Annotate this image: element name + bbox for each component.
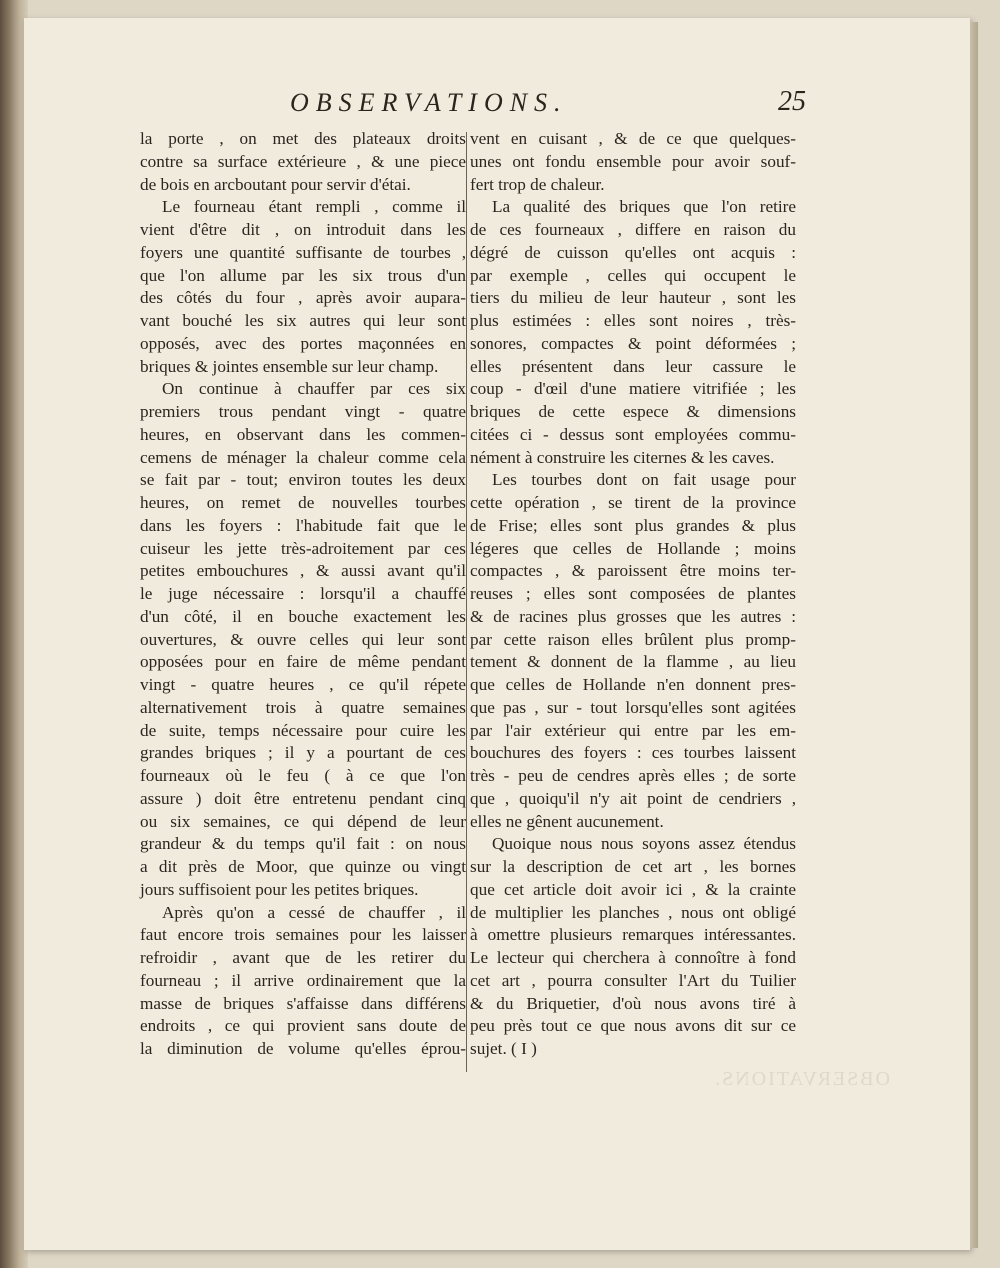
text-line: masse de briques s'affaisse dans différens: [140, 993, 466, 1013]
text-line: le juge nécessaire : lorsqu'il a chauffé: [140, 584, 466, 603]
text-line: a dit près de Moor, que quinze ou vingt: [140, 857, 466, 876]
text-line: cet art , pourra consulter l'Art du Tuilier: [470, 970, 796, 990]
text-line: sur la description de cet art , les bornes: [470, 857, 796, 876]
text-line: bouchures des foyers : ces tourbes laissent: [470, 743, 796, 763]
text-line: briques de cette espece & dimensions: [470, 402, 796, 421]
text-line: vant bouché les six autres qui leur sont: [140, 311, 466, 330]
text-line: des côtés du four , après avoir aupara-: [140, 288, 466, 308]
text-line: foyers une quantité suffisante de tourbes ,: [140, 242, 466, 262]
text-line: cemens de ménager la chaleur comme cela: [140, 447, 466, 467]
text-line: légeres que celles de Hollande ; moins: [470, 538, 796, 558]
text-line: heures, en observant dans les commen-: [140, 424, 466, 444]
text-line: dans les foyers : l'habitude fait que le: [140, 515, 466, 535]
text-line: vingt - quatre heures , ce qu'il répete: [140, 675, 466, 694]
text-line: par l'air extérieur qui entre par les em-: [470, 720, 796, 740]
text-line: que l'on allume par les six trous d'un: [140, 265, 466, 285]
text-line: reuses ; elles sont composées de plantes: [470, 584, 796, 603]
text-line: coup - d'œil d'une matiere vitrifiée ; les: [470, 379, 796, 399]
text-line: de ces fourneaux , differe en raison du: [470, 220, 796, 239]
text-line: Le lecteur qui cherchera à connoître à fond: [470, 948, 796, 967]
text-line: de Frise; elles sont plus grandes & plus: [470, 515, 796, 535]
text-line: de multiplier les planches , nous ont obligé: [470, 902, 796, 922]
text-line: que cet article doit avoir ici , & la crainte: [470, 879, 796, 899]
text-line: faut encore trois semaines pour les laisser: [140, 925, 466, 945]
running-title: OBSERVATIONS.: [290, 88, 568, 117]
text-line: de suite, temps nécessaire pour cuire les: [140, 720, 466, 740]
text-line: par cette raison elles brûlent plus promp-: [470, 629, 796, 649]
text-line: vient d'être dit , on introduit dans les: [140, 220, 466, 239]
text-line: tement & donnent de la flamme , au lieu: [470, 652, 796, 672]
text-line: par exemple , celles qui occupent le: [470, 265, 796, 285]
text-line: & du Briquetier, d'où nous avons tiré à: [470, 993, 796, 1013]
text-line: endroits , ce qui provient sans doute de: [140, 1016, 466, 1036]
text-line: très - peu de cendres après elles ; de sorte: [470, 766, 796, 785]
text-line: petites embouchures , & aussi avant qu'il: [140, 561, 466, 581]
text-line: elles présentent dans leur cassure le: [470, 356, 796, 376]
text-line: refroidir , avant que de les retirer du: [140, 948, 466, 967]
text-line: On continue à chauffer par ces six: [162, 379, 466, 399]
text-line: contre sa surface extérieure , & une piece: [140, 151, 466, 171]
page-number: 25: [778, 86, 806, 117]
text-line: elles ne gênent aucunement.: [470, 811, 664, 831]
text-line: alternativement trois à quatre semaines: [140, 697, 466, 717]
text-line: nément à construire les citernes & les caves.: [470, 447, 775, 467]
text-line: plus estimées : elles sont noires , très-: [470, 311, 796, 330]
text-line: briques & jointes ensemble sur leur champ.: [140, 356, 439, 376]
bleed-through-text: OBSERVATIONS.: [713, 1068, 890, 1090]
text-line: sonores, compactes & point déformées ;: [470, 333, 796, 353]
text-line: heures, on remet de nouvelles tourbes: [140, 493, 466, 512]
text-line: fourneaux où le feu ( à ce que l'on: [140, 766, 466, 785]
text-line: de bois en arcboutant pour servir d'étai.: [140, 174, 411, 194]
page-edge: [970, 22, 978, 1248]
text-line: assure ) doit être entretenu pendant cinq: [140, 788, 466, 808]
text-line: grandes briques ; il y a pourtant de ces: [140, 743, 466, 763]
text-line: Le fourneau étant rempli , comme il: [162, 197, 466, 217]
text-line: que celles de Hollande n'en donnent pres-: [470, 675, 796, 694]
text-line: fert trop de chaleur.: [470, 174, 605, 194]
text-line: ouvertures, & ouvre celles qui leur sont: [140, 629, 466, 649]
text-line: cuiseur les jette très-adroitement par ces: [140, 538, 466, 558]
text-line: la porte , on met des plateaux droits: [140, 129, 466, 148]
right-text-column: [470, 128, 796, 1061]
text-line: La qualité des briques que l'on retire: [492, 197, 796, 217]
text-line: dégré de cuisson qu'elles ont acquis :: [470, 242, 796, 262]
text-line: se fait par - tout; environ toutes les deux: [140, 470, 466, 490]
text-line: que pas , sur - tout lorsqu'elles sont agitées: [470, 697, 796, 717]
text-line: sujet. ( I ): [470, 1039, 537, 1058]
text-line: à omettre plusieurs remarques intéressantes.: [470, 925, 796, 945]
text-line: que , quoiqu'il n'y ait point de cendriers ,: [470, 788, 796, 808]
text-line: vent en cuisant , & de ce que quelques-: [470, 129, 796, 148]
text-line: ou six semaines, ce qui dépend de leur: [140, 811, 466, 831]
text-line: grandeur & du temps qu'il fait : on nous: [140, 834, 466, 854]
text-line: fourneau ; il arrive ordinairement que la: [140, 970, 466, 990]
text-line: compactes , & paroissent être moins ter-: [470, 561, 796, 581]
text-line: d'un côté, il en bouche exactement les: [140, 606, 466, 626]
text-line: opposés, avec des portes maçonnées en: [140, 333, 466, 353]
text-line: peu près tout ce que nous avons dit sur ce: [470, 1016, 796, 1036]
text-line: & de racines plus grosses que les autres :: [470, 606, 796, 626]
text-line: Quoique nous nous soyons assez étendus: [492, 834, 796, 854]
text-line: jours suffisoient pour les petites briques.: [140, 879, 419, 899]
column-divider: [466, 132, 467, 1072]
text-line: premiers trous pendant vingt - quatre: [140, 402, 466, 421]
text-line: Après qu'on a cessé de chauffer , il: [162, 902, 466, 922]
text-line: citées ci - dessus sont employées commu-: [470, 424, 796, 444]
left-text-column: [140, 128, 466, 1061]
text-line: la diminution de volume qu'elles éprou-: [140, 1039, 466, 1058]
text-line: unes ont fondu ensemble pour avoir souf-: [470, 151, 796, 171]
text-line: opposées pour en faire de même pendant: [140, 652, 466, 672]
text-line: cette opération , se tirent de la province: [470, 493, 796, 512]
text-line: Les tourbes dont on fait usage pour: [492, 470, 796, 490]
text-line: tiers du milieu de leur hauteur , sont les: [470, 288, 796, 308]
